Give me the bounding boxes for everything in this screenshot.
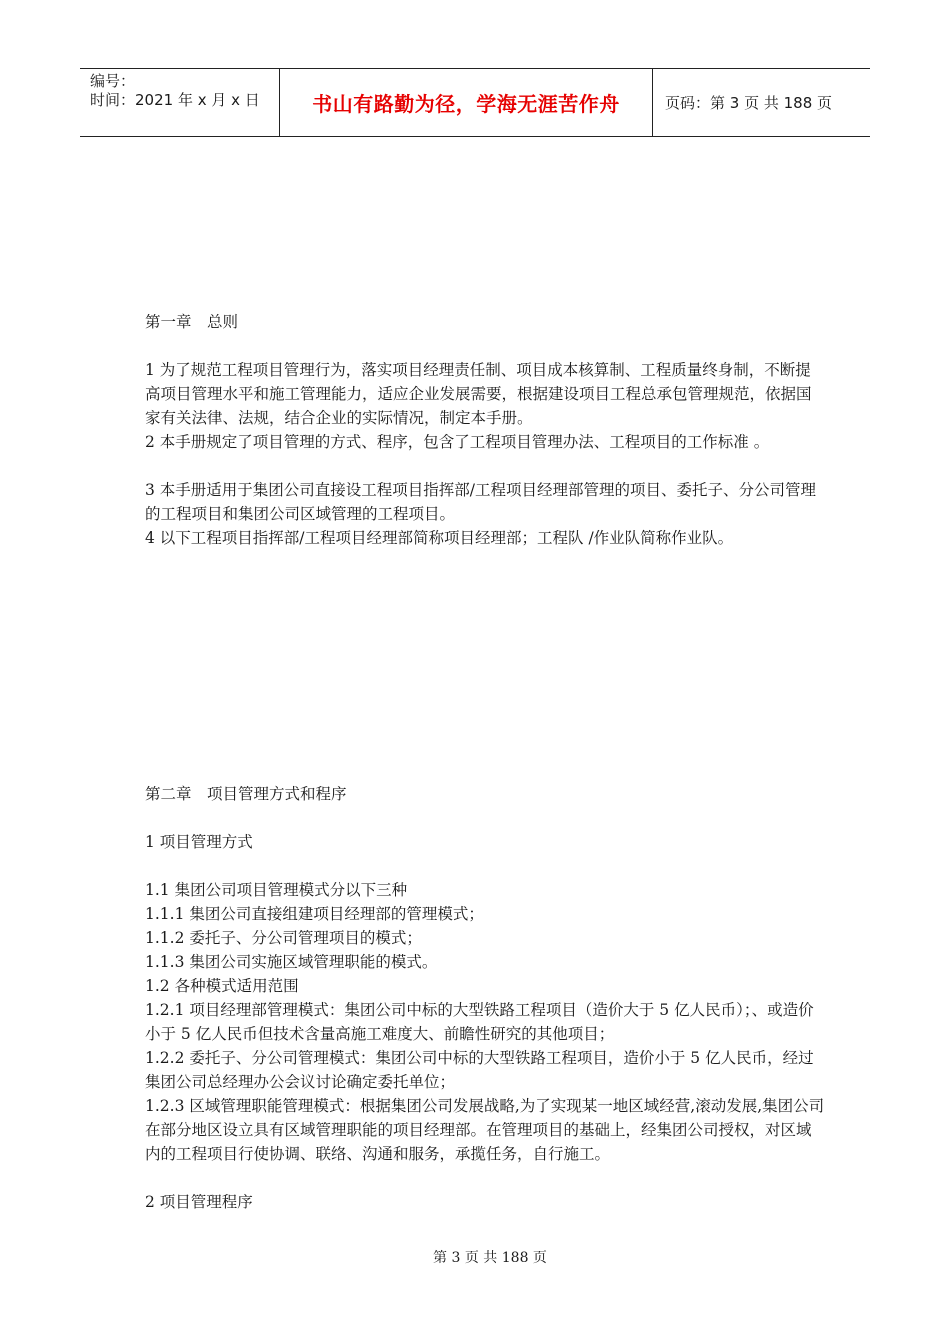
section-1-1-2: 1.1.2 委托子、分公司管理项目的模式； xyxy=(145,929,422,947)
section-1-1: 1.1 集团公司项目管理模式分以下三种 xyxy=(145,881,408,899)
section-1-heading: 1 项目管理方式 xyxy=(145,833,253,851)
chapter-1-title: 第一章 总则 xyxy=(145,313,239,331)
page-header xyxy=(80,68,870,137)
chapter-1-paragraph-3: 3 本手册适用于集团公司直接设工程项目指挥部/工程项目经理部管理的项目、委托子、分公司管理的工程项目和集团公司区域管理的工程项目。 xyxy=(145,481,817,523)
chapter-2 xyxy=(145,782,825,1214)
section-1-2: 1.2 各种模式适用范围 xyxy=(145,977,299,995)
chapter-2-title: 第二章 项目管理方式和程序 xyxy=(145,785,347,803)
section-1-1-3: 1.1.3 集团公司实施区域管理职能的模式。 xyxy=(145,953,438,971)
header-meta xyxy=(80,69,280,136)
chapter-1 xyxy=(145,310,825,550)
header-motto: 书山有路勤为径，学海无涯苦作舟 xyxy=(280,69,653,136)
section-2-heading: 2 项目管理程序 xyxy=(145,1193,253,1211)
chapter-1-paragraph-4: 4 以下工程项目指挥部/工程项目经理部简称项目经理部；工程队 /作业队简称作业队。 xyxy=(145,529,734,547)
section-1-1-1: 1.1.1 集团公司直接组建项目经理部的管理模式； xyxy=(145,905,484,923)
time-label: 时间：2021 年 x 月 x 日 xyxy=(90,91,260,109)
number-label: 编号： xyxy=(90,72,136,90)
section-1-2-3: 1.2.3 区域管理职能管理模式：根据集团公司发展战略,为了实现某一地区域经营,滚动发展,集团公司在部分地区设立具有区域管理职能的项目经理部。在管理项目的基础上，经集团公司授权，对区域内的工程项目行使协调、联络、沟通和服务，承揽任务，自行施工。 xyxy=(145,1097,825,1163)
section-1-2-2: 1.2.2 委托子、分公司管理模式：集团公司中标的大型铁路工程项目，造价小于 5 亿人民币，经过集团公司总经理办公会议讨论确定委托单位； xyxy=(145,1049,814,1091)
chapter-1-paragraph-1: 1 为了规范工程项目管理行为，落实项目经理责任制、项目成本核算制、工程质量终身制，不断提高项目管理水平和施工管理能力，适应企业发展需要，根据建设项目工程总承包管理规范，依据国家有关法律、法规，结合企业的实际情况，制定本手册。 xyxy=(145,361,812,427)
page-footer: 第 3 页 共 188 页 xyxy=(433,1250,547,1266)
section-1-2-1: 1.2.1 项目经理部管理模式：集团公司中标的大型铁路工程项目（造价大于 5 亿人民币）；、或造价小于 5 亿人民币但技术含量高施工难度大、前瞻性研究的其他项目； xyxy=(145,1001,814,1043)
header-page-label: 页码：第 3 页 共 188 页 xyxy=(665,94,833,112)
chapter-1-paragraph-2: 2 本手册规定了项目管理的方式、程序，包含了工程项目管理办法、工程项目的工作标准 。 xyxy=(145,433,770,451)
